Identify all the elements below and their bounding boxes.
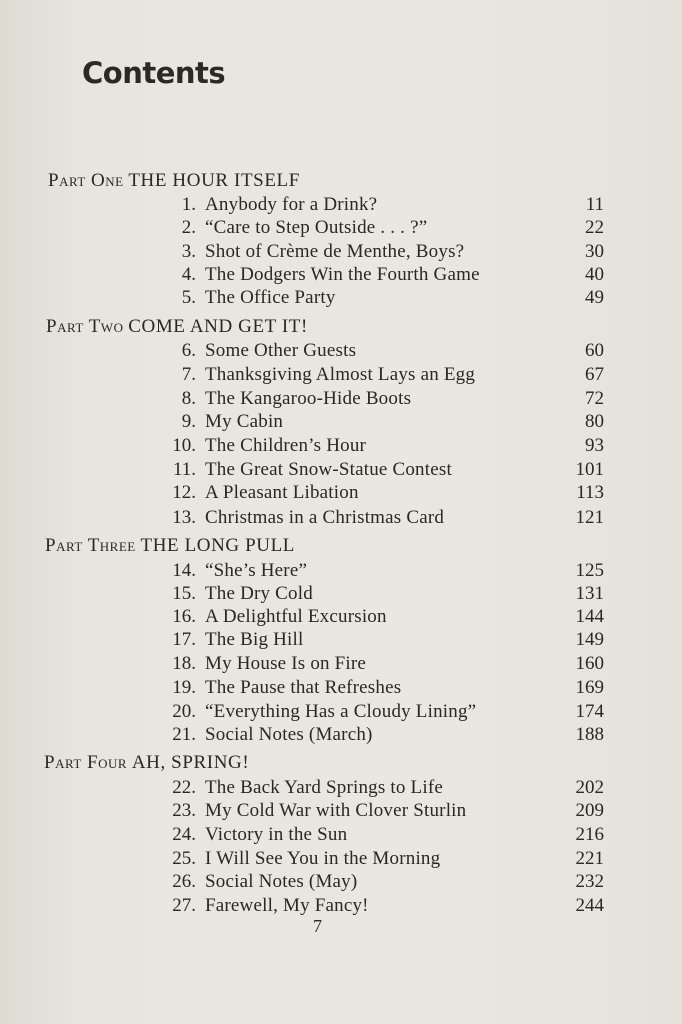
page-number: 72 bbox=[585, 388, 604, 409]
page-number: 202 bbox=[575, 777, 604, 798]
chapter-number: 20. bbox=[172, 701, 196, 722]
chapter-number: 9. bbox=[181, 411, 196, 432]
chapter-title: My Cabin bbox=[205, 411, 284, 432]
chapter-title: Some Other Guests bbox=[205, 340, 357, 361]
chapter-title: “Care to Step Outside . . . ?” bbox=[205, 217, 428, 238]
toc-entry bbox=[0, 216, 682, 240]
toc-entry bbox=[0, 847, 682, 871]
chapter-number: 8. bbox=[181, 388, 196, 409]
toc-entry bbox=[0, 605, 682, 629]
part-label: Part Three bbox=[45, 535, 136, 556]
chapter-number: 4. bbox=[181, 264, 196, 285]
chapter-title: A Pleasant Libation bbox=[205, 482, 359, 503]
page-title: Contents bbox=[82, 56, 226, 90]
toc-entry bbox=[0, 894, 682, 918]
chapter-number: 6. bbox=[181, 340, 196, 361]
chapter-title: Farewell, My Fancy! bbox=[205, 895, 369, 916]
toc-entry bbox=[0, 776, 682, 800]
chapter-title: The Dodgers Win the Fourth Game bbox=[205, 264, 480, 285]
page-number: 188 bbox=[575, 724, 604, 745]
toc-entry bbox=[0, 481, 682, 505]
toc-entry bbox=[0, 434, 682, 458]
toc-entry bbox=[0, 458, 682, 482]
chapter-title: My House Is on Fire bbox=[205, 653, 367, 674]
chapter-title: A Delightful Excursion bbox=[205, 606, 387, 627]
chapter-number: 2. bbox=[181, 217, 196, 238]
toc-entry bbox=[0, 263, 682, 287]
page-number: 125 bbox=[575, 560, 604, 581]
page-number: 93 bbox=[585, 435, 604, 456]
part-heading bbox=[46, 316, 308, 338]
chapter-title: The Big Hill bbox=[205, 629, 304, 650]
chapter-number: 7. bbox=[181, 364, 196, 385]
toc-entry bbox=[0, 387, 682, 411]
toc-entry bbox=[0, 410, 682, 434]
chapter-number: 3. bbox=[181, 241, 196, 262]
toc-entry bbox=[0, 363, 682, 387]
chapter-title: The Office Party bbox=[205, 287, 336, 308]
toc-entry bbox=[0, 240, 682, 264]
part-title: COME AND GET IT! bbox=[128, 316, 308, 337]
chapter-title: Social Notes (March) bbox=[205, 724, 373, 745]
chapter-number: 11. bbox=[172, 459, 196, 480]
page-number: 60 bbox=[585, 340, 604, 361]
toc-entry bbox=[0, 506, 682, 530]
part-title: THE LONG PULL bbox=[140, 535, 296, 556]
toc-entry bbox=[0, 286, 682, 310]
chapter-number: 17. bbox=[172, 629, 196, 650]
page-number: 232 bbox=[575, 871, 604, 892]
chapter-number: 26. bbox=[172, 871, 196, 892]
toc-entry bbox=[0, 193, 682, 217]
part-heading bbox=[44, 752, 249, 774]
page-number: 67 bbox=[585, 364, 604, 385]
part-heading bbox=[48, 170, 300, 192]
page-number: 40 bbox=[585, 264, 604, 285]
page-number: 149 bbox=[575, 629, 604, 650]
toc-entry bbox=[0, 652, 682, 676]
chapter-title: The Kangaroo-Hide Boots bbox=[205, 388, 412, 409]
chapter-title: Shot of Crème de Menthe, Boys? bbox=[205, 241, 465, 262]
chapter-number: 18. bbox=[172, 653, 196, 674]
chapter-title: Victory in the Sun bbox=[205, 824, 348, 845]
chapter-title: “Everything Has a Cloudy Lining” bbox=[205, 701, 477, 722]
chapter-number: 25. bbox=[172, 848, 196, 869]
page-number: 216 bbox=[575, 824, 604, 845]
chapter-title: The Dry Cold bbox=[205, 583, 313, 604]
part-title: THE HOUR ITSELF bbox=[128, 170, 300, 191]
chapter-title: “She’s Here” bbox=[205, 560, 308, 581]
page-number: 113 bbox=[576, 482, 604, 503]
chapter-title: The Children’s Hour bbox=[205, 435, 367, 456]
toc-entry bbox=[0, 700, 682, 724]
page-number: 101 bbox=[575, 459, 604, 480]
page-number: 22 bbox=[585, 217, 604, 238]
chapter-title: My Cold War with Clover Sturlin bbox=[205, 800, 467, 821]
toc-entry bbox=[0, 676, 682, 700]
toc-entry bbox=[0, 339, 682, 363]
page-number: 11 bbox=[585, 194, 604, 215]
page-number: 244 bbox=[575, 895, 604, 916]
page-number: 131 bbox=[575, 583, 604, 604]
chapter-number: 16. bbox=[172, 606, 196, 627]
chapter-number: 23. bbox=[172, 800, 196, 821]
toc-entry bbox=[0, 799, 682, 823]
toc-entry bbox=[0, 628, 682, 652]
chapter-number: 14. bbox=[172, 560, 196, 581]
page-number: 160 bbox=[575, 653, 604, 674]
toc-entry bbox=[0, 723, 682, 747]
chapter-number: 15. bbox=[172, 583, 196, 604]
part-label: Part One bbox=[48, 170, 124, 191]
chapter-title: Christmas in a Christmas Card bbox=[205, 507, 445, 528]
page-number: 30 bbox=[585, 241, 604, 262]
chapter-title: The Pause that Refreshes bbox=[205, 677, 402, 698]
chapter-number: 1. bbox=[181, 194, 196, 215]
chapter-number: 24. bbox=[172, 824, 196, 845]
page-number: 209 bbox=[575, 800, 604, 821]
toc-entry bbox=[0, 582, 682, 606]
chapter-number: 10. bbox=[172, 435, 196, 456]
toc-entry bbox=[0, 823, 682, 847]
chapter-number: 12. bbox=[172, 482, 196, 503]
folio-page-number: 7 bbox=[313, 916, 322, 936]
page-number: 221 bbox=[575, 848, 604, 869]
toc-entry bbox=[0, 870, 682, 894]
chapter-number: 21. bbox=[172, 724, 196, 745]
toc-entry bbox=[0, 559, 682, 583]
chapter-number: 19. bbox=[172, 677, 196, 698]
chapter-title: Social Notes (May) bbox=[205, 871, 358, 892]
part-label: Part Two bbox=[46, 316, 124, 337]
chapter-title: I Will See You in the Morning bbox=[205, 848, 441, 869]
page-number: 49 bbox=[585, 287, 604, 308]
chapter-number: 27. bbox=[172, 895, 196, 916]
part-heading bbox=[45, 535, 295, 557]
chapter-number: 5. bbox=[181, 287, 196, 308]
page-number: 80 bbox=[585, 411, 604, 432]
chapter-number: 13. bbox=[172, 507, 196, 528]
part-title: AH, SPRING! bbox=[131, 752, 250, 773]
chapter-title: Thanksgiving Almost Lays an Egg bbox=[205, 364, 476, 385]
page-number: 174 bbox=[575, 701, 604, 722]
chapter-title: The Back Yard Springs to Life bbox=[205, 777, 443, 798]
page-number: 144 bbox=[575, 606, 604, 627]
chapter-title: The Great Snow-Statue Contest bbox=[205, 459, 452, 480]
chapter-title: Anybody for a Drink? bbox=[205, 194, 378, 215]
part-label: Part Four bbox=[44, 752, 128, 773]
page-number: 121 bbox=[575, 507, 604, 528]
page-number: 169 bbox=[575, 677, 604, 698]
chapter-number: 22. bbox=[172, 777, 196, 798]
